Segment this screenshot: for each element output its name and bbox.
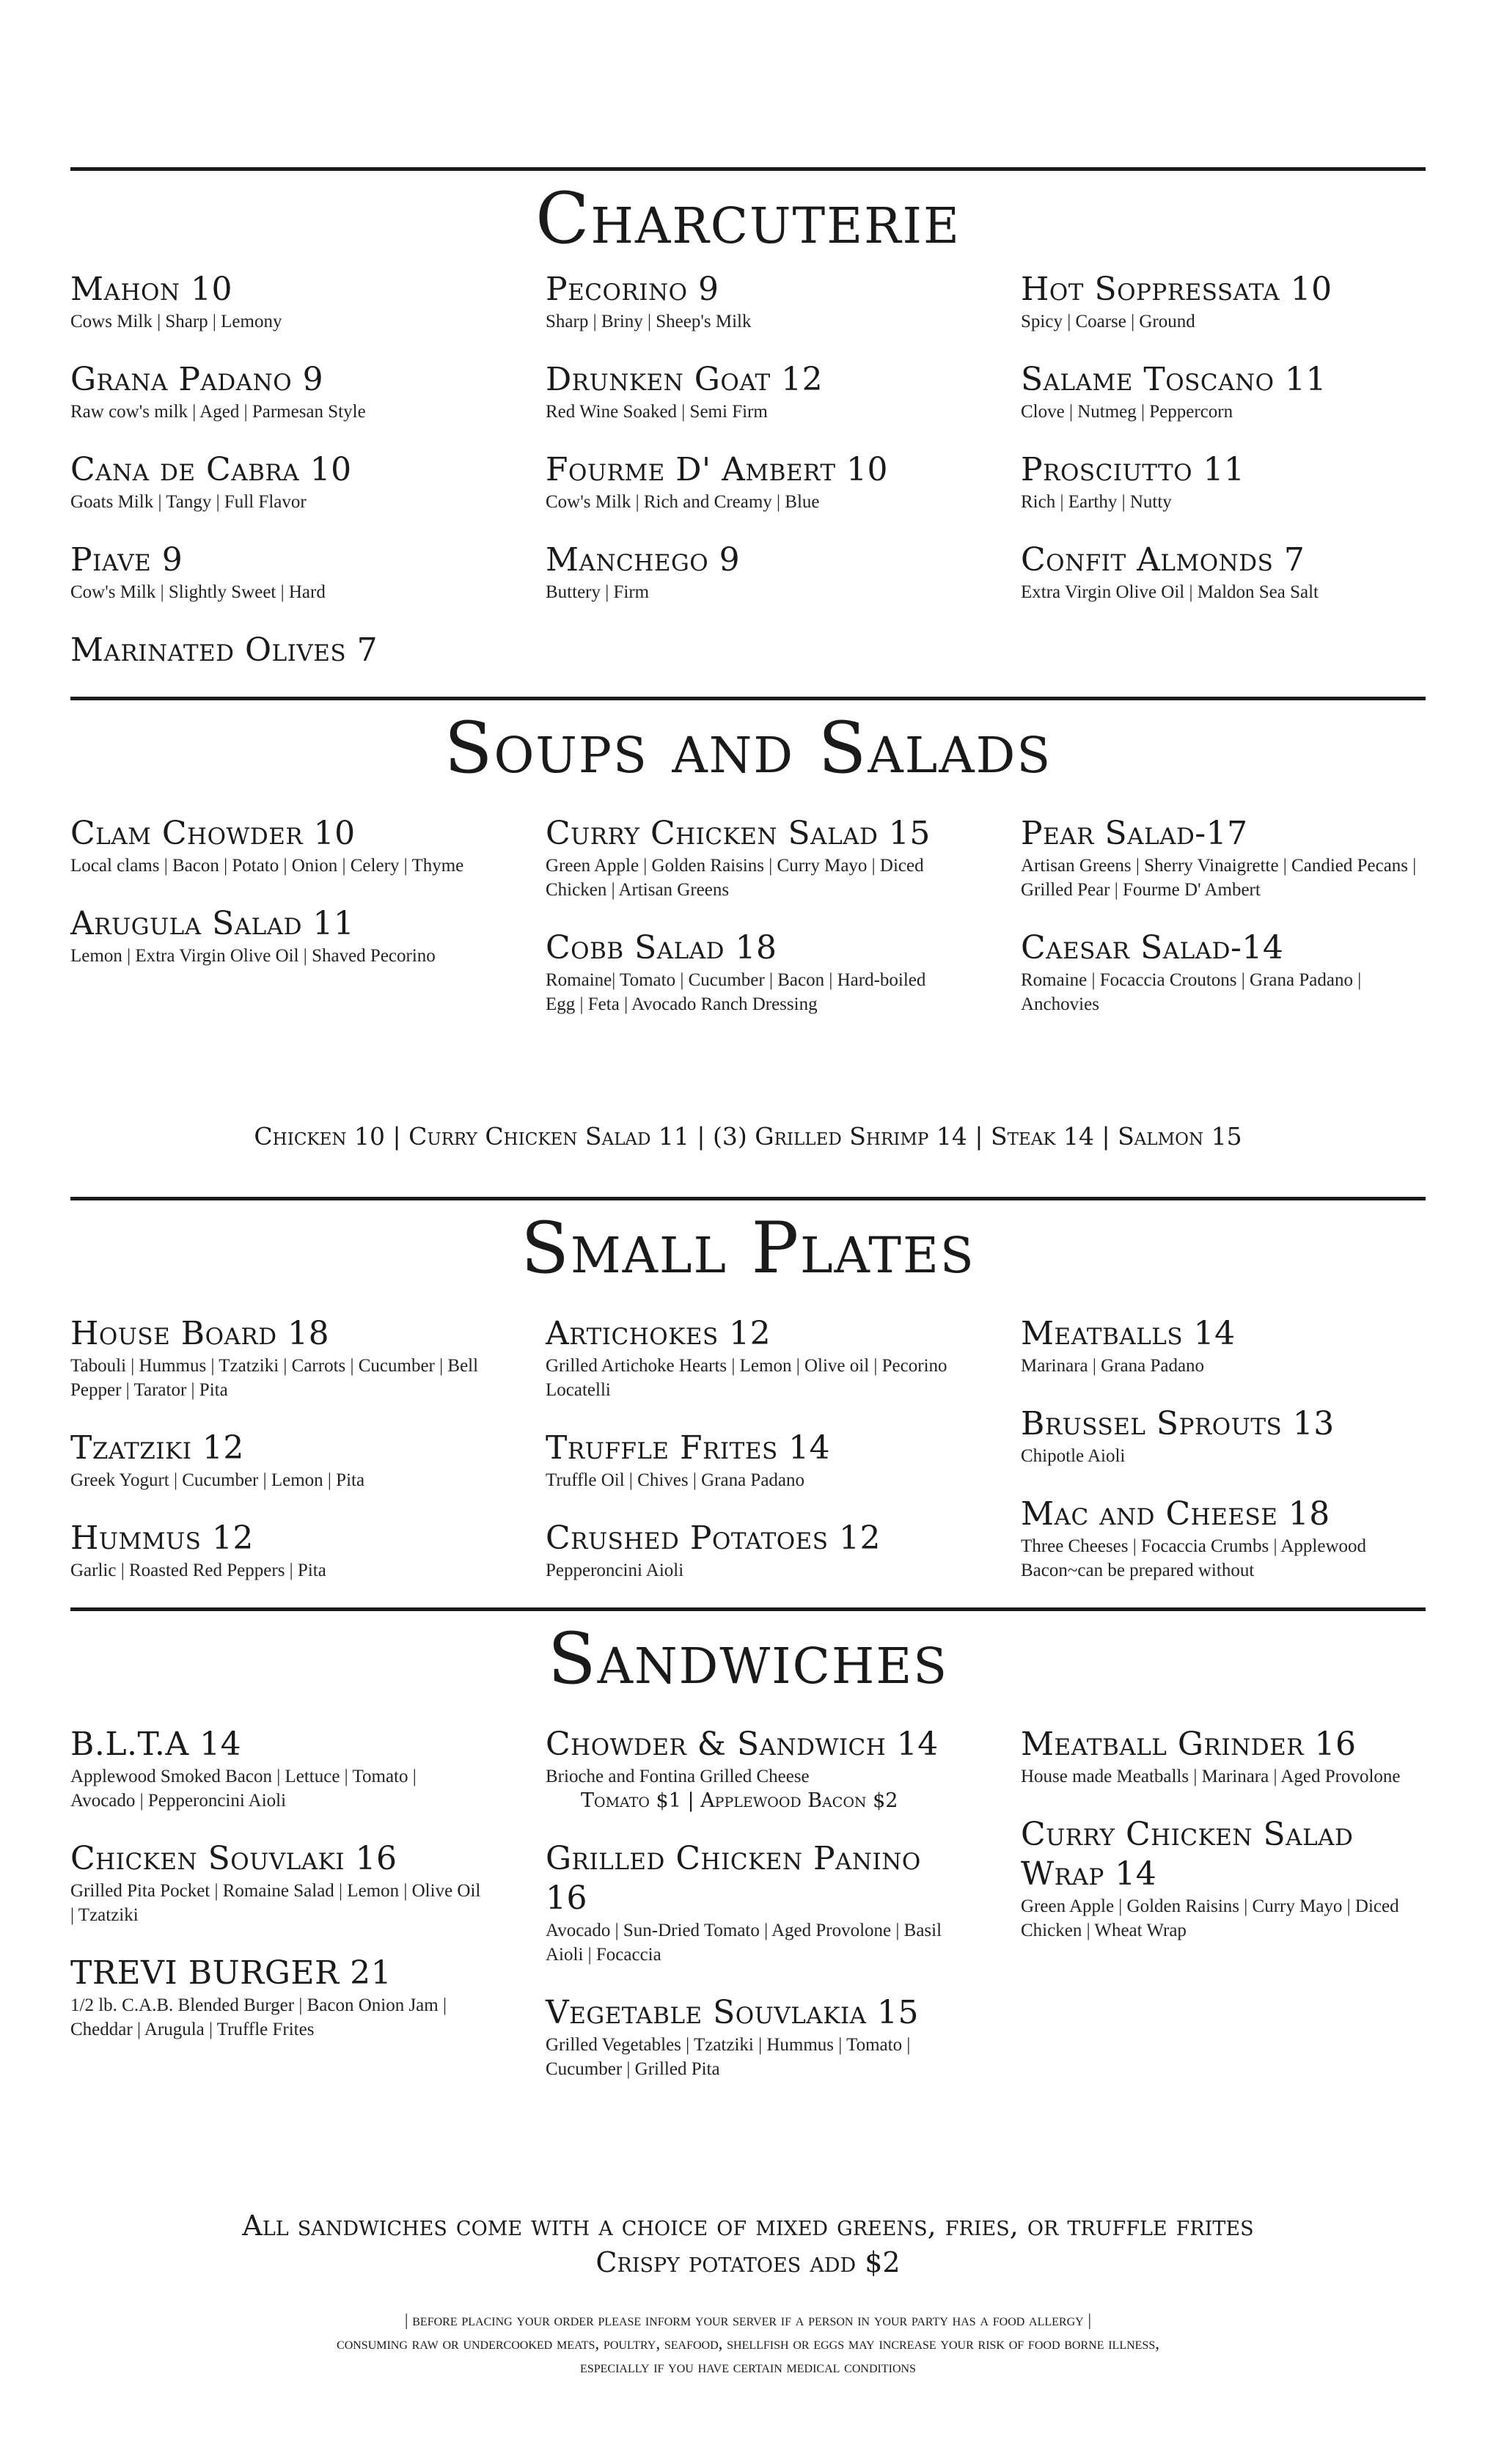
charcuterie-column-2 [546,270,956,631]
crispy-potatoes-note: Crispy potatoes add $2 [595,2246,901,2278]
menu-item [546,270,956,334]
item-description: Tabouli | Hummus | Tzatziki | Carrots | Cucumber | Bell Pepper | Tarator | Pita [70,1356,479,1400]
item-name: Hot Soppressata 10 [1021,271,1332,308]
item-name: Cobb Salad 18 [546,929,777,967]
consumption-warning-cont: especially if you have certain medical conditions [580,2358,916,2376]
item-name: Arugula Salad 11 [70,905,355,942]
item-name: Clam Chowder 10 [70,815,356,852]
charcuterie-column-3 [1021,270,1426,631]
item-description: Rich | Earthy | Nutty [1021,492,1172,512]
item-description: Extra Virgin Olive Oil | Maldon Sea Salt [1021,582,1319,602]
item-description: Romaine| Tomato | Cucumber | Bacon | Hard-boiled Egg | Feta | Avocado Ranch Dressing [546,970,926,1014]
item-description: Greek Yogurt | Cucumber | Lemon | Pita [70,1470,365,1490]
item-description: Marinara | Grana Padano [1021,1356,1205,1376]
menu-item [1021,450,1426,514]
item-name: Hummus 12 [70,1519,254,1557]
menu-item [70,1314,481,1402]
item-name: Tzatziki 12 [70,1429,244,1467]
menu-item [70,540,481,604]
item-name: TREVI BURGER 21 [70,1954,392,1992]
menu-item [546,1993,956,2081]
menu-item [546,928,956,1016]
section-title-sandwiches: Sandwiches [547,1618,949,1700]
item-name: Mac and Cheese 18 [1021,1495,1330,1533]
small-plates-column-3 [1021,1314,1426,1609]
menu-item [1021,360,1426,424]
item-name: Truffle Frites 14 [546,1429,831,1467]
item-name: Meatballs 14 [1021,1315,1236,1352]
item-description: Chipotle Aioli [1021,1446,1126,1466]
sandwiches-column-2 [546,1725,956,2108]
item-name: Pecorino 9 [546,271,719,308]
item-description: Pepperoncini Aioli [546,1561,684,1580]
menu-item [1021,1815,1426,1943]
section-divider [70,1197,1426,1200]
soups-column-1 [70,814,481,994]
menu-item [70,1725,481,1813]
item-description: Raw cow's milk | Aged | Parmesan Style [70,402,366,422]
menu-item [1021,1495,1426,1583]
item-name: Mahon 10 [70,271,232,308]
sides-note: All sandwiches come with a choice of mixed greens, fries, or truffle frites [242,2210,1254,2242]
menu-item [546,1314,956,1402]
menu-item [1021,540,1426,604]
item-name: Cana de Cabra 10 [70,451,352,488]
item-description: Buttery | Firm [546,582,650,602]
item-description: Green Apple | Golden Raisins | Curry Mayo | Diced Chicken | Wheat Wrap [1021,1896,1399,1940]
item-description: Grilled Vegetables | Tzatziki | Hummus | Tomato | Cucumber | Grilled Pita [546,2035,911,2079]
sandwiches-column-3 [1021,1725,1426,1969]
item-name: Piave 9 [70,541,183,579]
soups-column-2 [546,814,956,1043]
item-name: Crushed Potatoes 12 [546,1519,881,1557]
item-name: Grilled Chicken Panino 16 [546,1840,921,1917]
item-description: Red Wine Soaked | Semi Firm [546,402,768,422]
allergy-notice: | before placing your order please inform your server if a person in your party has a food allergy | [404,2311,1092,2329]
section-title-charcuterie: Charcuterie [535,177,961,260]
menu-item [70,631,481,670]
menu-item [1021,1404,1426,1468]
item-name: Chicken Souvlaki 16 [70,1840,397,1877]
item-description: Applewood Smoked Bacon | Lettuce | Tomato | Avocado | Pepperoncini Aioli [70,1767,417,1811]
menu-item [1021,1314,1426,1378]
section-divider [70,167,1426,171]
item-name: Confit Almonds 7 [1021,541,1305,579]
menu-item [1021,270,1426,334]
charcuterie-column-1 [70,270,481,697]
menu-item [1021,928,1426,1016]
item-description: Clove | Nutmeg | Peppercorn [1021,402,1233,422]
item-description: Cow's Milk | Rich and Creamy | Blue [546,492,820,512]
item-description: 1/2 lb. C.A.B. Blended Burger | Bacon Onion Jam | Cheddar | Arugula | Truffle Frites [70,1995,447,2039]
item-description: Cow's Milk | Slightly Sweet | Hard [70,582,326,602]
salad-add-ons: Chicken 10 | Curry Chicken Salad 11 | (3) Grilled Shrimp 14 | Steak 14 | Salmon 15 [254,1122,1242,1151]
item-description: Grilled Artichoke Hearts | Lemon | Olive oil | Pecorino Locatelli [546,1356,947,1400]
menu-item [70,1954,481,2042]
item-description: Romaine | Focaccia Croutons | Grana Padano | Anchovies [1021,970,1362,1014]
item-description: Sharp | Briny | Sheep's Milk [546,312,752,331]
item-description: Goats Milk | Tangy | Full Flavor [70,492,307,512]
item-name: Brussel Sprouts 13 [1021,1405,1335,1442]
item-description: Truffle Oil | Chives | Grana Padano [546,1470,805,1490]
item-description: Cows Milk | Sharp | Lemony [70,312,282,331]
item-name: Marinated Olives 7 [70,631,378,669]
item-name: Pear Salad-17 [1021,815,1248,852]
consumption-warning: consuming raw or undercooked meats, poultry, seafood, shellfish or eggs may increase your risk of food borne illness, [337,2334,1159,2353]
menu-item [546,1839,956,1967]
menu-item [546,540,956,604]
menu-item [70,814,481,878]
item-description: Three Cheeses | Focaccia Crumbs | Applewood Bacon~can be prepared without [1021,1536,1366,1580]
item-name: Prosciutto 11 [1021,451,1245,488]
item-description: Brioche and Fontina Grilled Cheese [546,1767,810,1786]
item-description: Lemon | Extra Virgin Olive Oil | Shaved Pecorino [70,946,436,966]
item-description: Avocado | Sun-Dried Tomato | Aged Provolone | Basil Aioli | Focaccia [546,1921,942,1965]
item-name: Caesar Salad-14 [1021,929,1284,967]
item-name: Curry Chicken Salad 15 [546,815,931,852]
menu-item [546,1725,956,1813]
item-name: Fourme D' Ambert 10 [546,451,889,488]
small-plates-column-2 [546,1314,956,1609]
item-description: House made Meatballs | Marinara | Aged Provolone [1021,1767,1401,1786]
soups-column-3 [1021,814,1426,1043]
item-name: House Board 18 [70,1315,330,1352]
item-description: Spicy | Coarse | Ground [1021,312,1195,331]
section-divider [70,1607,1426,1611]
item-name: Meatball Grinder 16 [1021,1726,1357,1763]
menu-item [546,1429,956,1492]
menu-item [70,1839,481,1927]
menu-item [70,1519,481,1583]
item-description: Local clams | Bacon | Potato | Onion | Celery | Thyme [70,856,464,876]
menu-item [70,270,481,334]
menu-item [70,1429,481,1492]
item-name: Chowder & Sandwich 14 [546,1726,939,1763]
menu-item [546,1519,956,1583]
item-name: Curry Chicken Salad Wrap 14 [1021,1816,1354,1893]
small-plates-column-1 [70,1314,481,1609]
item-name: Grana Padano 9 [70,361,324,398]
menu-item [1021,814,1426,902]
menu-item [70,450,481,514]
item-name: B.L.T.A 14 [70,1726,242,1763]
item-name: Drunken Goat 12 [546,361,824,398]
item-name: Manchego 9 [546,541,741,579]
item-description: Garlic | Roasted Red Peppers | Pita [70,1561,326,1580]
item-description: Green Apple | Golden Raisins | Curry Mayo | Diced Chicken | Artisan Greens [546,856,924,900]
menu-item [70,904,481,968]
item-name: Vegetable Souvlakia 15 [546,1994,919,2031]
menu-item [1021,1725,1426,1789]
menu-item [546,450,956,514]
menu-item [70,360,481,424]
item-add-on-note: Tomato $1 | Applewood Bacon $2 [581,1789,898,1812]
section-title-small-plates: Small Plates [521,1207,975,1289]
section-title-soups-and-salads: Soups and Salads [444,707,1052,789]
item-name: Artichokes 12 [546,1315,771,1352]
item-description: Grilled Pita Pocket | Romaine Salad | Lemon | Olive Oil | Tzatziki [70,1881,481,1925]
section-divider [70,697,1426,700]
menu-item [546,360,956,424]
sandwiches-column-1 [70,1725,481,2068]
menu-item [546,814,956,902]
item-name: Salame Toscano 11 [1021,361,1327,398]
item-description: Artisan Greens | Sherry Vinaigrette | Candied Pecans | Grilled Pear | Fourme D' Ambert [1021,856,1417,900]
